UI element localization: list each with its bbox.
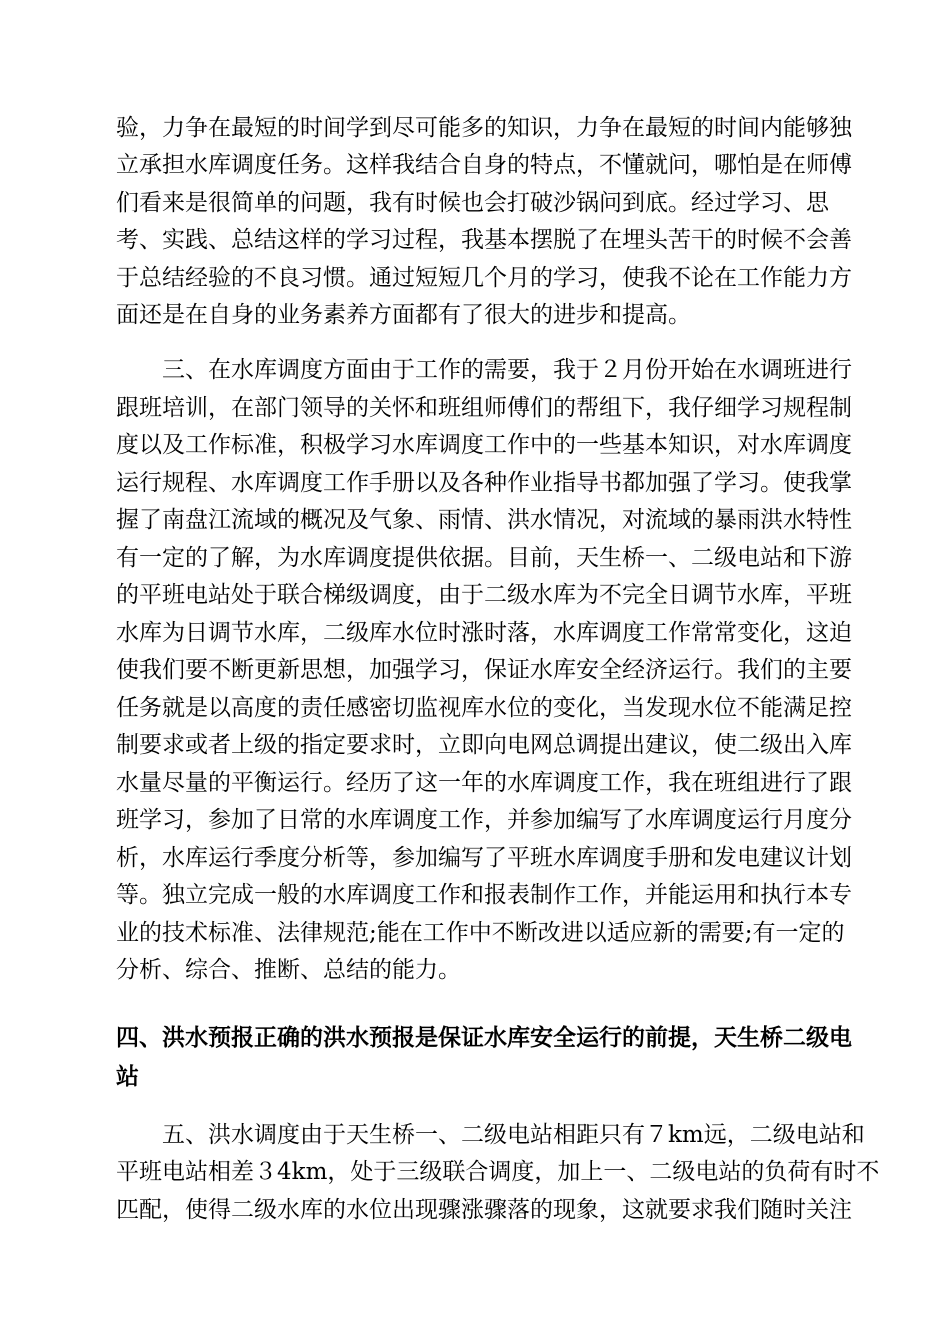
text-line: 析，水库运行季度分析等，参加编写了平班水库调度手册和发电建议计划 [116,845,852,871]
text-line: 的平班电站处于联合梯级调度，由于二级水库为不完全日调节水库，平班 [116,582,852,608]
text-line: 运行规程、水库调度工作手册以及各种作业指导书都加强了学习。使我掌 [116,470,852,496]
text-line: 使我们要不断更新思想，加强学习，保证水库安全经济运行。我们的主要 [116,657,852,683]
text-line: 等。独立完成一般的水库调度工作和报表制作工作，并能运用和执行本专 [116,882,852,908]
text-line: 五、洪水调度由于天生桥一、二级电站相距只有７km远，二级电站和 [162,1122,865,1148]
text-line: 于总结经验的不良习惯。通过短短几个月的学习，使我不论在工作能力方 [116,265,852,291]
text-line: 平班电站相差３4km，处于三级联合调度，加上一、二级电站的负荷有时不 [116,1159,880,1185]
text-line: 分析、综合、推断、总结的能力。 [116,957,461,983]
text-line: 面还是在自身的业务素养方面都有了很大的进步和提高。 [116,302,691,328]
text-line: 们看来是很简单的问题，我有时候也会打破沙锅问到底。经过学习、思 [116,190,829,216]
text-line: 匹配，使得二级水库的水位出现骤涨骤落的现象，这就要求我们随时关注 [116,1197,852,1223]
text-line: 班学习，参加了日常的水库调度工作，并参加编写了水库调度运行月度分 [116,807,852,833]
text-line: 握了南盘江流域的概况及气象、雨情、洪水情况，对流域的暴雨洪水特性 [116,507,852,533]
text-line: 立承担水库调度任务。这样我结合自身的特点，不懂就问，哪怕是在师傅 [116,152,852,178]
text-line: 验，力争在最短的时间学到尽可能多的知识，力争在最短的时间内能够独 [116,115,852,141]
text-line: 度以及工作标准，积极学习水库调度工作中的一些基本知识，对水库调度 [116,432,852,458]
text-line: 任务就是以高度的责任感密切监视库水位的变化，当发现水位不能满足控 [116,695,852,721]
section-heading: 站 [116,1063,139,1090]
section-heading: 四、洪水预报正确的洪水预报是保证水库安全运行的前提，天生桥二级电 [116,1024,852,1051]
text-line: 水库为日调节水库，二级库水位时涨时落，水库调度工作常常变化，这迫 [116,620,852,646]
text-line: 水量尽量的平衡运行。经历了这一年的水库调度工作，我在班组进行了跟 [116,770,852,796]
text-line: 业的技术标准、法律规范;能在工作中不断改进以适应新的需要;有一定的 [116,920,845,946]
text-line: 有一定的了解，为水库调度提供依据。目前，天生桥一、二级电站和下游 [116,545,852,571]
text-line: 考、实践、总结这样的学习过程，我基本摆脱了在埋头苦干的时候不会善 [116,227,852,253]
text-line: 三、在水库调度方面由于工作的需要，我于２月份开始在水调班进行 [162,357,852,383]
text-line: 制要求或者上级的指定要求时，立即向电网总调提出建议，使二级出入库 [116,732,852,758]
text-line: 跟班培训，在部门领导的关怀和班组师傅们的帮组下，我仔细学习规程制 [116,395,852,421]
